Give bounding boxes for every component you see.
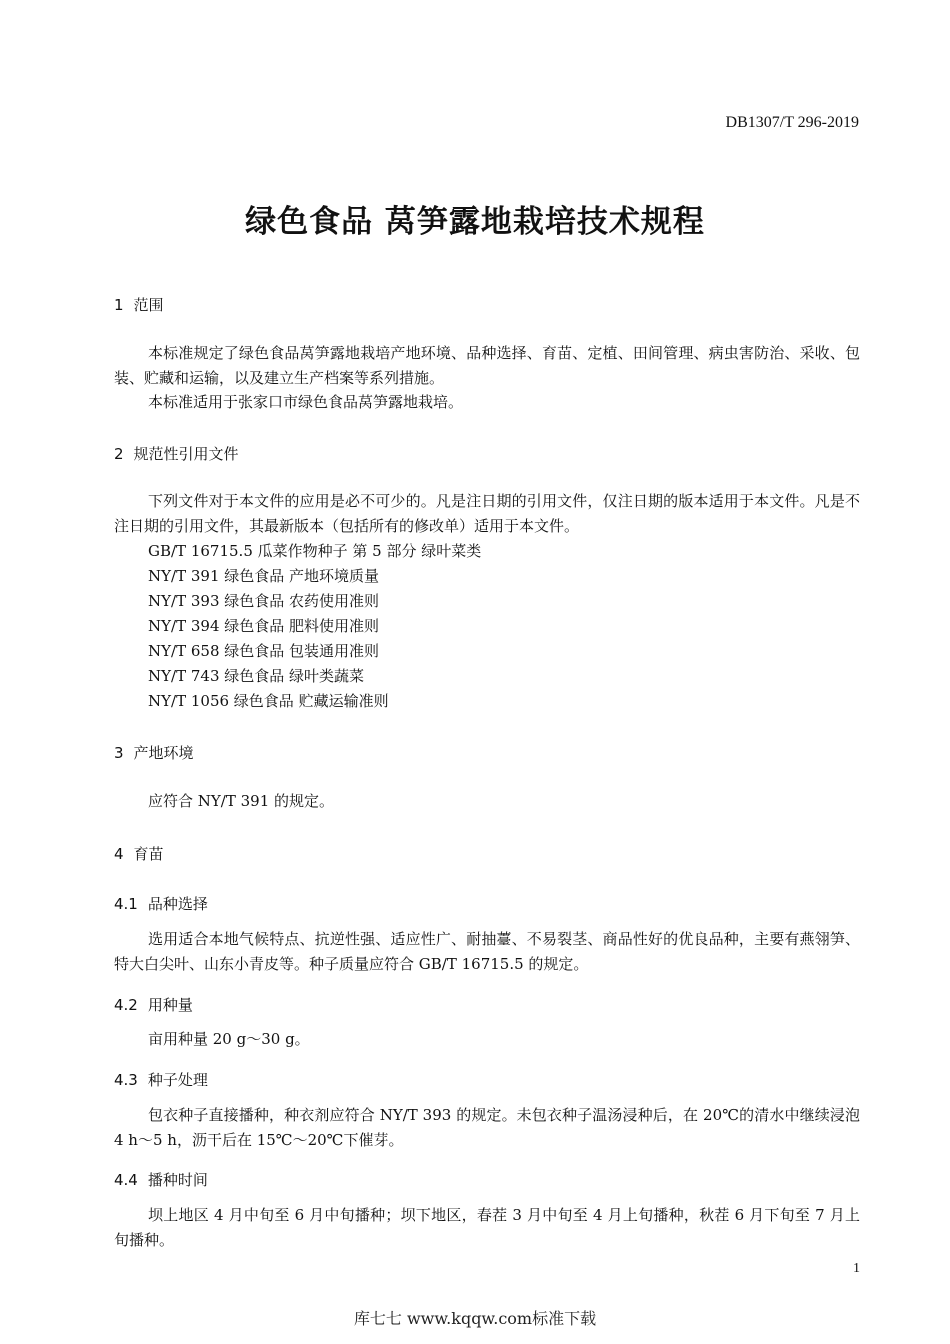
reference-item: GB/T 16715.5 瓜菜作物种子 第 5 部分 绿叶菜类 (148, 542, 482, 560)
document-title: 绿色食品 莴笋露地栽培技术规程 (245, 204, 705, 240)
subsection-number: 4.2 (114, 996, 138, 1014)
subsection-4-1-heading (114, 893, 208, 914)
subsection-number: 4.4 (114, 1171, 138, 1189)
section-1-paragraph-2: 本标准适用于张家口市绿色食品莴笋露地栽培。 (148, 393, 464, 411)
subsection-number: 4.1 (114, 895, 138, 913)
subsection-4-4-heading (114, 1169, 208, 1190)
section-2-intro: 下列文件对于本文件的应用是必不可少的。凡是注日期的引用文件，仅注日期的版本适用于本文件。凡是不注日期的引用文件，其最新版本（包括所有的修改单）适用于本文件。 (114, 492, 860, 535)
subsection-4-3-heading (114, 1069, 208, 1090)
section-1-paragraph-1: 本标准规定了绿色食品莴笋露地栽培产地环境、品种选择、育苗、定植、田间管理、病虫害防治、采收、包装、贮藏和运输，以及建立生产档案等系列措施。 (114, 344, 860, 387)
subsection-number: 4.3 (114, 1071, 138, 1089)
section-3-paragraph: 应符合 NY/T 391 的规定。 (148, 792, 335, 810)
section-number: 4 (114, 845, 124, 863)
reference-item: NY/T 391 绿色食品 产地环境质量 (148, 567, 380, 585)
subsection-title: 种子处理 (147, 1071, 208, 1089)
subsection-title: 播种时间 (147, 1171, 208, 1189)
section-number: 3 (114, 744, 124, 762)
footer-watermark: 库七七 www.kqqw.com标准下载 (353, 1309, 597, 1328)
section-title: 产地环境 (133, 744, 194, 762)
section-title: 规范性引用文件 (133, 445, 239, 463)
section-title: 育苗 (133, 845, 164, 863)
subsection-4-4-paragraph: 坝上地区 4 月中旬至 6 月中旬播种；坝下地区，春茬 3 月中旬至 4 月上旬播种，秋茬 6 月下旬至 7 月上旬播种。 (114, 1206, 860, 1249)
subsection-4-2-heading (114, 994, 193, 1015)
section-1-heading (114, 294, 164, 315)
subsection-title: 用种量 (147, 996, 193, 1014)
section-title: 范围 (133, 296, 164, 314)
section-2-heading (114, 443, 239, 464)
standard-number: DB1307/T 296-2019 (725, 114, 859, 131)
section-4-heading (114, 843, 164, 864)
reference-item: NY/T 658 绿色食品 包装通用准则 (148, 642, 380, 660)
page-number: 1 (853, 1261, 860, 1276)
reference-item: NY/T 1056 绿色食品 贮藏运输准则 (148, 692, 389, 710)
subsection-4-2-paragraph: 亩用种量 20 g～30 g。 (148, 1030, 310, 1048)
subsection-4-3-paragraph: 包衣种子直接播种，种衣剂应符合 NY/T 393 的规定。未包衣种子温汤浸种后，在 20℃的清水中继续浸泡 4 h～5 h，沥干后在 15℃～20℃下催芽。 (114, 1106, 860, 1149)
subsection-title: 品种选择 (147, 895, 208, 913)
section-number: 1 (114, 296, 124, 314)
section-3-heading (114, 742, 194, 763)
reference-item: NY/T 743 绿色食品 绿叶类蔬菜 (148, 667, 365, 685)
subsection-4-1-paragraph: 选用适合本地气候特点、抗逆性强、适应性广、耐抽薹、不易裂茎、商品性好的优良品种，主要有燕翎笋、特大白尖叶、山东小青皮等。种子质量应符合 GB/T 16715.5 的规定。 (114, 930, 860, 973)
reference-item: NY/T 394 绿色食品 肥料使用准则 (148, 617, 380, 635)
section-number: 2 (114, 445, 124, 463)
reference-item: NY/T 393 绿色食品 农药使用准则 (148, 592, 380, 610)
